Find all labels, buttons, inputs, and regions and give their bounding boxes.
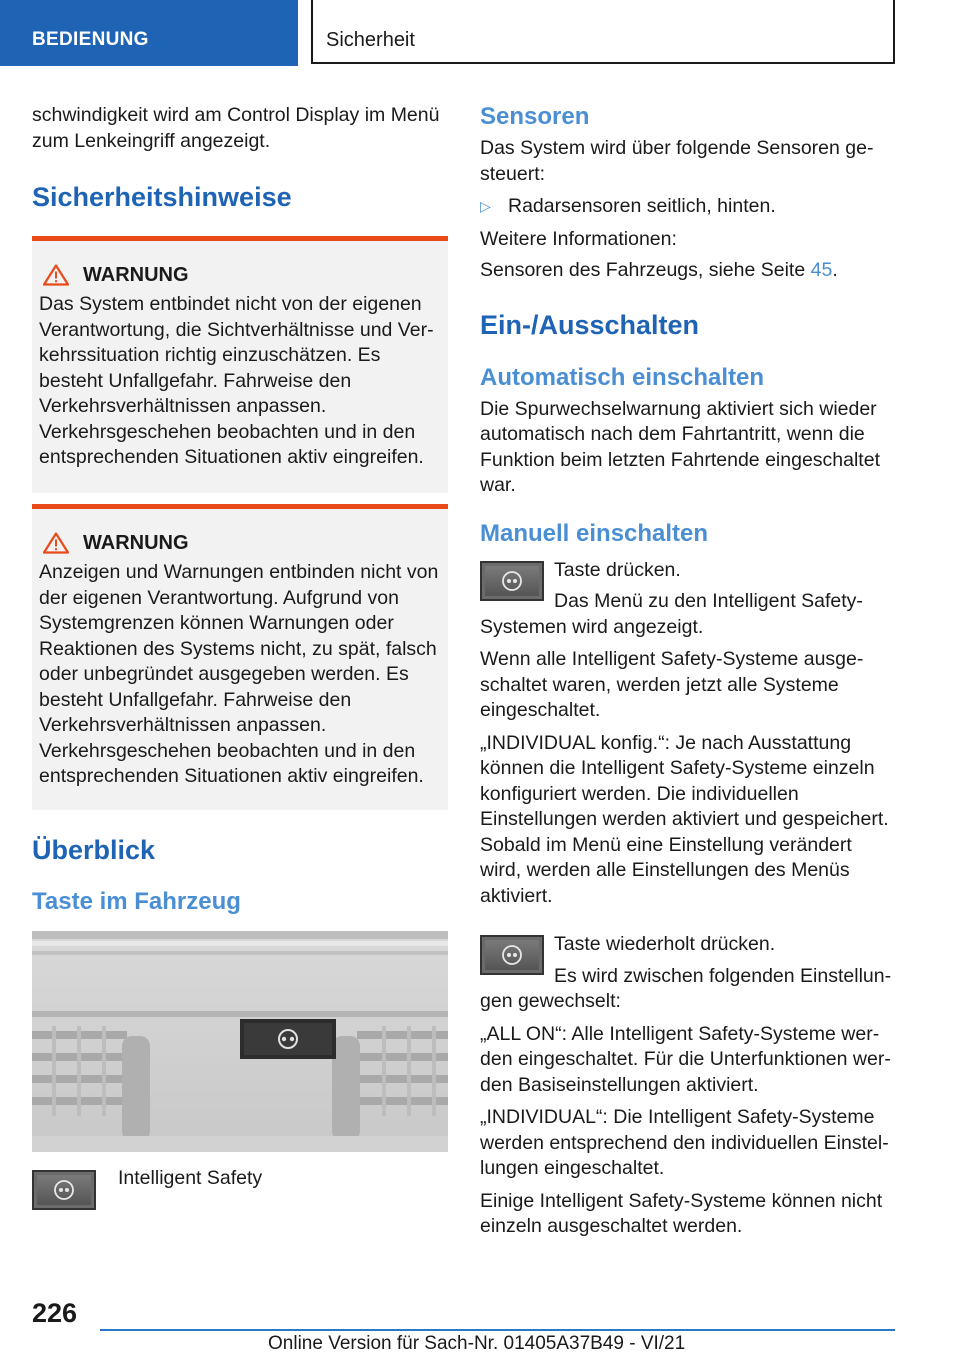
switch-line-a: Es wird zwischen folgenden Einstellun- [554,964,892,987]
left-column [32,100,448,1210]
intelligent-safety-button-image [32,1170,96,1210]
page-link-45[interactable]: 45 [810,259,833,281]
heading-manual-on: Manuell einschalten [480,519,709,547]
warning-triangle-icon [43,264,69,286]
automatic-on-text: Die Spurwechselwarnung aktiviert sich wieder automatisch nach dem Fahrtantritt, wenn die Funktion beim letzten Fahrtende eingeschaltet war. [480,397,880,496]
section-tab: BEDIENUNG [0,0,298,66]
more-info-label: Weitere Informationen: [480,227,677,250]
heading-sensors: Sensoren [480,103,590,130]
warning-box-1 [32,236,448,493]
button-legend [32,1167,448,1210]
footer-divider [100,1329,895,1331]
intelligent-safety-icon [53,1179,75,1201]
dashboard-illustration [32,931,448,1152]
intelligent-safety-icon [501,570,523,592]
sensor-reference: Sensoren des Fahrzeugs, siehe Seite 45. [480,259,838,281]
all-on-text: „ALL ON“: Alle Intelligent Safety-Systeme werden eingeschaltet. Für die Unterfunktionen werden Basiseinstellungen aktiviert. [480,1022,891,1096]
intelligent-safety-button-image [480,935,544,975]
heading-safety-notes: Sicherheitshinweise [32,182,292,212]
page-number: 226 [32,1298,78,1328]
warning-box-2 [32,504,448,810]
repeat-press-row [480,932,892,989]
heading-automatic-on: Automatisch einschalten [480,363,765,391]
manual-press-row [480,558,892,615]
intelligent-safety-button-image [480,561,544,601]
online-version-note: Online Version für Sach-Nr. 01405A37B49 - VI/21 [268,1333,686,1354]
warning-text: Das System entbindet nicht von der eigenen Verantwortung, die Sichtverhältnisse und Verkehrssituation richtig einzuschätzen. Es besteht Unfallgefahr. Fahrweise den Verkehrsverhältnissen anpassen. Verkehrsgeschehen beobachten und in den entsprechenden Situationen aktiv eingreifen. [39,293,434,468]
sensors-intro: Das System wird über folgende Sensoren gesteuert: [480,137,874,185]
all-off-text: Wenn alle Intelligent Safety-Systeme ausgeschaltet waren, werden jetzt alle Systeme eingeschaltet. [480,648,864,721]
intelligent-safety-icon [501,944,523,966]
right-column [480,100,892,1240]
intro-text: schwindigkeit wird am Control Display im Menü zum Lenkeingriff angezeigt. [32,104,440,152]
chapter-title: Sicherheit [311,0,895,64]
sensor-list-item: ▷ Radarsensoren seitlich, hinten. [480,194,892,220]
warning-triangle-icon [43,532,69,554]
press-key-text: Taste drücken. [554,558,681,581]
some-systems-text: Einige Intelligent Safety-Systeme können nicht einzeln ausgeschaltet werden. [480,1189,883,1237]
menu-shown-line-b: Systemen wird angezeigt. [480,615,704,638]
warning-title: WARNUNG [39,262,440,288]
individual-text: „INDIVIDUAL“: Die Intelligent Safety-Systeme werden entsprechend den individuellen Einstellungen eingeschaltet. [480,1106,889,1179]
triangle-bullet-icon: ▷ [480,198,491,214]
individual-config-text: „INDIVIDUAL konfig.“: Je nach Ausstattung können die Intelligent Safety-Systeme einzeln konfiguriert werden. Die individuellen Einstellungen werden aktiviert und gespeichert. Sobald im Menü eine Einstellung verändert wird, werden alle Einstellungen des Menüs aktiviert. [480,731,889,907]
warning-text: Anzeigen und Warnungen entbinden nicht von der eigenen Verantwortung. Aufgrund von Systemgrenzen können Warnungen oder Reaktionen des Systems nicht, zu spät, falsch oder unbegründet ausgegeben werden. Es besteht Unfallgefahr. Fahrweise den Verkehrsverhältnissen anpassen. Verkehrsgeschehen beobachten und in den entsprechenden Situationen aktiv eingreifen. [39,561,439,787]
switch-line-b: gen gewechselt: [480,990,621,1012]
heading-button-in-vehicle: Taste im Fahrzeug [32,888,241,915]
dashboard-button-photo [32,931,448,1152]
press-again-text: Taste wiederholt drücken. [554,933,776,955]
button-caption: Intelligent Safety [118,1167,263,1189]
heading-overview: Überblick [32,835,156,865]
heading-on-off: Ein-/Ausschalten [480,309,700,340]
menu-shown-line-a: Das Menü zu den Intelligent Safety- [554,590,863,612]
warning-title: WARNUNG [39,530,440,556]
